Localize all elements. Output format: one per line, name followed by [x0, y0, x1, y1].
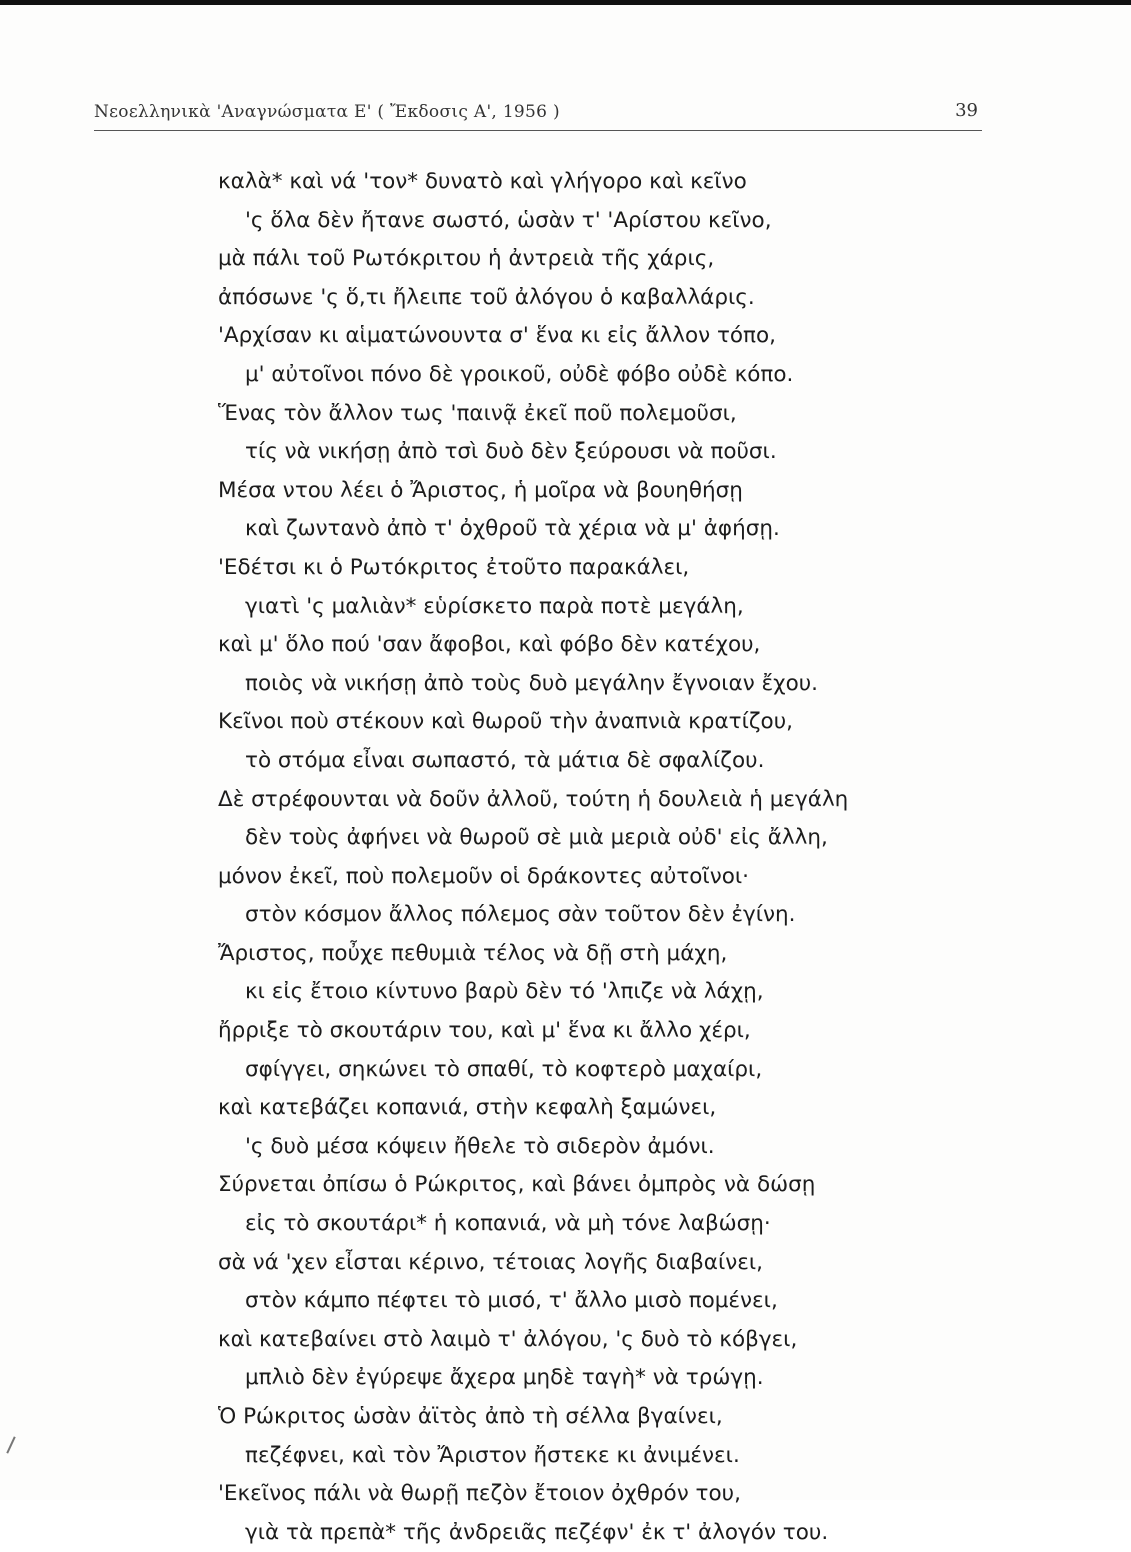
poem-line: Ἕνας τὸν ἄλλον τως 'παινᾷ ἐκεῖ ποῦ πολεμοῦσι,: [218, 400, 737, 426]
poem-line: 'ς ὅλα δὲν ἤτανε σωστό, ὡσὰν τ' 'Αρίστου κεῖνο,: [245, 207, 772, 233]
header-rule: [94, 130, 982, 131]
poem-line: καὶ κατεβάζει κοπανιά, στὴν κεφαλὴ ξαμώνει,: [218, 1095, 717, 1121]
poem-line: κι εἰς ἔτοιο κίντυνο βαρὺ δὲν τό 'λπιζε νὰ λάχῃ,: [245, 979, 764, 1005]
poem-line: μπλιὸ δὲν ἐγύρεψε ἄχερα μηδὲ ταγὴ* νὰ τρώγῃ.: [245, 1365, 764, 1391]
poem-line: γιατὶ 'ς μαλιὰν* εὑρίσκετο παρὰ ποτὲ μεγάλη,: [245, 593, 744, 619]
poem-line: 'Εκεῖνος πάλι νὰ θωρῇ πεζὸν ἔτοιον ὀχθρόν του,: [218, 1481, 741, 1507]
poem-line: τίς νὰ νικήσῃ ἀπὸ τσὶ δυὸ δὲν ξεύρουσι νὰ ποῦσι.: [245, 439, 777, 465]
poem-line: 'Αρχίσαν κι αἱματώνουντα σ' ἕνα κι εἰς ἄλλον τόπο,: [218, 323, 776, 349]
header-title: Νεοελληνικὰ 'Αναγνώσματα Ε' ( Ἔκδοσις Α', 1956 ): [94, 102, 560, 122]
poem-line: ἤρριξε τὸ σκουτάριν του, καὶ μ' ἕνα κι ἄλλο χέρι,: [218, 1018, 751, 1044]
poem-line: ποιὸς νὰ νικήσῃ ἀπὸ τοὺς δυὸ μεγάλην ἔγνοιαν ἔχου.: [245, 670, 819, 696]
poem-line: σφίγγει, σηκώνει τὸ σπαθί, τὸ κοφτερὸ μαχαίρι,: [245, 1056, 763, 1082]
poem-line: πεζέφνει, καὶ τὸν Ἄριστον ἤστεκε κι ἀνιμένει.: [245, 1442, 740, 1468]
poem-line: στὸν κόσμον ἄλλος πόλεμος σὰν τοῦτον δὲν ἐγίνη.: [245, 902, 796, 928]
poem-line: 'Εδέτσι κι ὁ Ρωτόκριτος ἐτοῦτο παρακάλει,: [218, 554, 690, 580]
poem-line: Ἄριστος, ποὖχε πεθυμιὰ τέλος νὰ δῇ στὴ μάχη,: [218, 940, 728, 966]
poem-line: τὸ στόμα εἶναι σωπαστό, τὰ μάτια δὲ σφαλίζου.: [245, 747, 765, 773]
running-head: [94, 98, 982, 128]
poem-line: Κεῖνοι ποὺ στέκουν καὶ θωροῦ τὴν ἀναπνιὰ κρατίζου,: [218, 709, 793, 735]
poem-line: στὸν κάμπο πέφτει τὸ μισό, τ' ἄλλο μισὸ πομένει,: [245, 1288, 778, 1314]
poem-line: γιὰ τὰ πρεπὰ* τῆς ἀνδρειᾶς πεζέφν' ἐκ τ' ἀλογόν του.: [245, 1519, 829, 1545]
poem-line: Δὲ στρέφουνται νὰ δοῦν ἀλλοῦ, τούτη ἡ δουλειὰ ἡ μεγάλη: [218, 786, 849, 812]
poem-line: μὰ πάλι τοῦ Ρωτόκριτου ἡ ἀντρειὰ τῆς χάρις,: [218, 246, 715, 272]
poem-line: καὶ ζωντανὸ ἀπὸ τ' ὀχθροῦ τὰ χέρια νὰ μ' ἀφήσῃ.: [245, 516, 780, 542]
poem-line: καλὰ* καὶ νά 'τον* δυνατὸ καὶ γλήγορο καὶ κεῖνο: [218, 169, 747, 194]
poem-line: μόνον ἐκεῖ, ποὺ πολεμοῦν οἱ δράκοντες αὐτοῖνοι·: [218, 863, 749, 889]
scan-top-edge: [0, 0, 1131, 5]
page-number: 39: [955, 100, 978, 121]
poem-line: 'ς δυὸ μέσα κόψειν ἤθελε τὸ σιδερὸν ἀμόνι.: [245, 1133, 715, 1159]
poem-text: [0, 163, 1131, 1552]
poem-line: σὰ νά 'χεν εἶσται κέρινο, τέτοιας λογῆς διαβαίνει,: [218, 1249, 763, 1275]
poem-line: ἀπόσωνε 'ς ὅ,τι ἤλειπε τοῦ ἀλόγου ὁ καβαλλάρις.: [218, 284, 755, 310]
poem-line: εἰς τὸ σκουτάρι* ἡ κοπανιά, νὰ μὴ τόνε λαβώσῃ·: [245, 1211, 771, 1237]
poem-line: καὶ μ' ὅλο πού 'σαν ἄφοβοι, καὶ φόβο δὲν κατέχου,: [218, 632, 761, 658]
poem-line: Μέσα ντου λέει ὁ Ἄριστος, ἡ μοῖρα νὰ βουηθήσῃ: [218, 477, 743, 503]
poem-line: Σύρνεται ὀπίσω ὁ Ρώκριτος, καὶ βάνει ὀμπρὸς νὰ δώσῃ: [218, 1172, 816, 1198]
poem-line: Ὁ Ρώκριτος ὡσὰν ἀϊτὸς ἀπὸ τὴ σέλλα βγαίνει,: [218, 1404, 723, 1429]
poem-line: μ' αὐτοῖνοι πόνο δὲ γροικοῦ, οὐδὲ φόβο οὐδὲ κόπο.: [245, 361, 794, 387]
poem-line: δὲν τοὺς ἀφήνει νὰ θωροῦ σὲ μιὰ μεριὰ οὐδ' εἰς ἄλλη,: [245, 825, 828, 851]
poem-line: καὶ κατεβαίνει στὸ λαιμὸ τ' ἀλόγου, 'ς δυὸ τὸ κόβγει,: [218, 1326, 798, 1352]
